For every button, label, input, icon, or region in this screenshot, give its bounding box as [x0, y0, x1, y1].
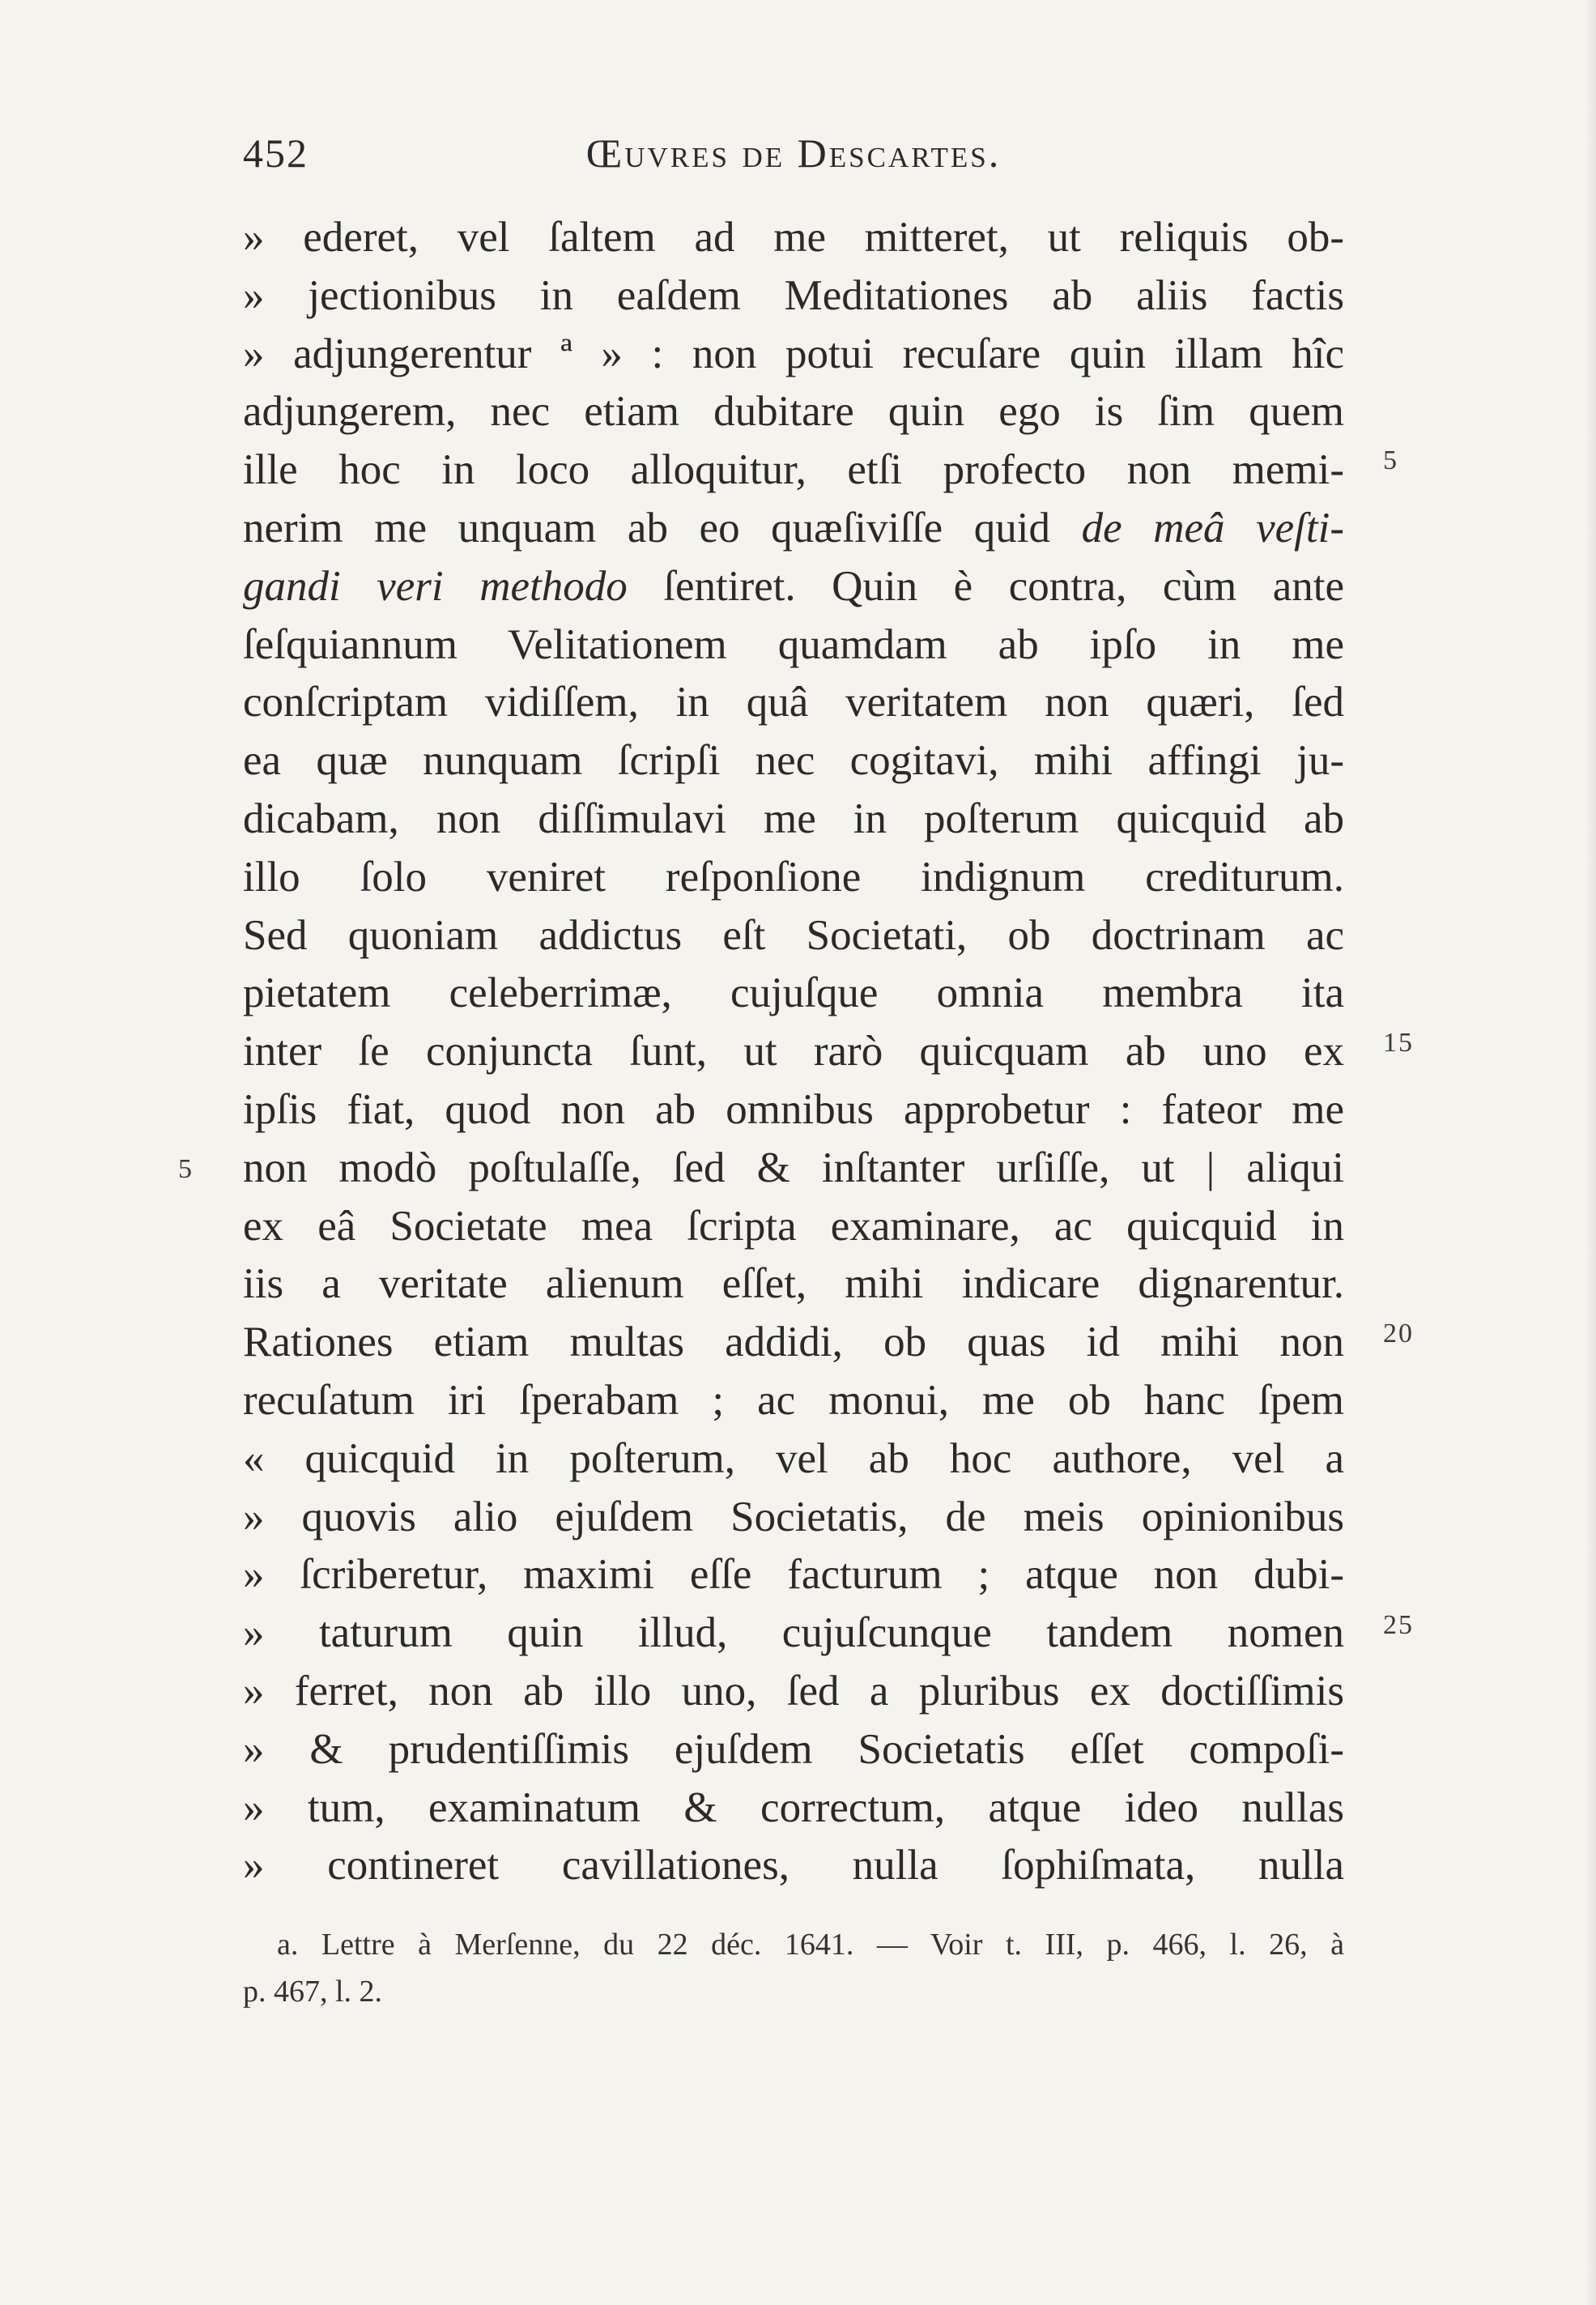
- text-line: pietatem celeberrimæ, cujuſque omnia membra ita: [243, 969, 1344, 1017]
- text-line: » adjungerentur ª » : non potui recuſare quin illam hîc: [243, 330, 1344, 377]
- footnote: [243, 1921, 1344, 2015]
- line-number-left: 5: [178, 1154, 194, 1184]
- line-number-right: 20: [1383, 1319, 1414, 1348]
- page-number: 452: [243, 130, 309, 176]
- text-line: recuſatum iri ſperabam ; ac monui, me ob hanc ſpem: [243, 1376, 1344, 1424]
- text-segment: nerim me unquam ab eo quæſiviſſe quid: [243, 504, 1082, 552]
- text-line: ex eâ Societate mea ſcripta examinare, ac quicquid in: [243, 1202, 1344, 1250]
- text-line: « quicquid in poſterum, vel ab hoc authore, vel a: [243, 1434, 1344, 1482]
- footnote-line: a. Lettre à Merſenne, du 22 déc. 1641. — Voir t. III, p. 466, l. 26, à: [277, 1928, 1344, 1962]
- text-line: conſcriptam vidiſſem, in quâ veritatem non quæri, ſed: [243, 679, 1344, 726]
- text-segment: ſentiret. Quin è contra, cùm ante: [627, 562, 1344, 610]
- body-text: [243, 209, 1344, 1895]
- text-line: illo ſolo veniret reſponſione indignum crediturum.: [243, 853, 1344, 901]
- footnote-line: p. 467, l. 2.: [243, 1975, 383, 2009]
- text-line: Rationes etiam multas addidi, ob quas id mihi non: [243, 1319, 1344, 1366]
- text-line: ſeſquiannum Velitationem quamdam ab ipſo in me: [243, 620, 1344, 668]
- text-line: » quovis alio ejuſdem Societatis, de meis opinionibus: [243, 1493, 1344, 1540]
- line-number-right: 25: [1383, 1610, 1414, 1640]
- text-line: Sed quoniam addictus eſt Societati, ob doctrinam ac: [243, 911, 1344, 959]
- text-line: [243, 500, 1344, 558]
- text-line: » & prudentiſſimis ejuſdem Societatis eſſet compoſi-: [243, 1725, 1344, 1773]
- text-line: adjungerem, nec etiam dubitare quin ego is ſim quem: [243, 388, 1344, 436]
- text-line: » tum, examinatum & correctum, atque ideo nullas: [243, 1783, 1344, 1831]
- text-line: ille hoc in loco alloquitur, etſi profecto non memi-: [243, 446, 1344, 494]
- text-line: » contineret cavillationes, nulla ſophiſmata, nulla: [243, 1842, 1344, 1890]
- text-line: non modò poſtulaſſe, ſed & inſtanter urſiſſe, ut | aliqui: [243, 1144, 1344, 1191]
- text-line: » ederet, vel ſaltem ad me mitteret, ut reliquis ob-: [243, 214, 1344, 261]
- line-number-right: 15: [1383, 1028, 1414, 1058]
- page-header: [243, 130, 1344, 186]
- text-line: iis a veritate alienum eſſet, mihi indicare dignarentur.: [243, 1260, 1344, 1308]
- text-line: » jectionibus in eaſdem Meditationes ab aliis factis: [243, 271, 1344, 319]
- text-line: » ferret, non ab illo uno, ſed a pluribus ex doctiſſimis: [243, 1667, 1344, 1715]
- text-line: ea quæ nunquam ſcripſi nec cogitavi, mihi affingi ju-: [243, 737, 1344, 785]
- text-line: dicabam, non diſſimulavi me in poſterum quicquid ab: [243, 795, 1344, 842]
- italic-segment: gandi veri methodo: [243, 562, 628, 610]
- text-line: ipſis fiat, quod non ab omnibus approbetur : fateor me: [243, 1085, 1344, 1133]
- running-title: Œuvres de Descartes.: [585, 130, 1002, 176]
- line-number-right: 5: [1383, 445, 1398, 475]
- italic-segment: de meâ veſti-: [1081, 504, 1344, 552]
- text-line: » taturum quin illud, cujuſcunque tandem nomen: [243, 1609, 1344, 1657]
- text-line: [243, 558, 1344, 616]
- text-line: » ſcriberetur, maximi eſſe facturum ; atque non dubi-: [243, 1551, 1344, 1599]
- page-edge-shadow: [1585, 0, 1596, 2305]
- text-line: inter ſe conjuncta ſunt, ut rarò quicquam ab uno ex: [243, 1028, 1344, 1076]
